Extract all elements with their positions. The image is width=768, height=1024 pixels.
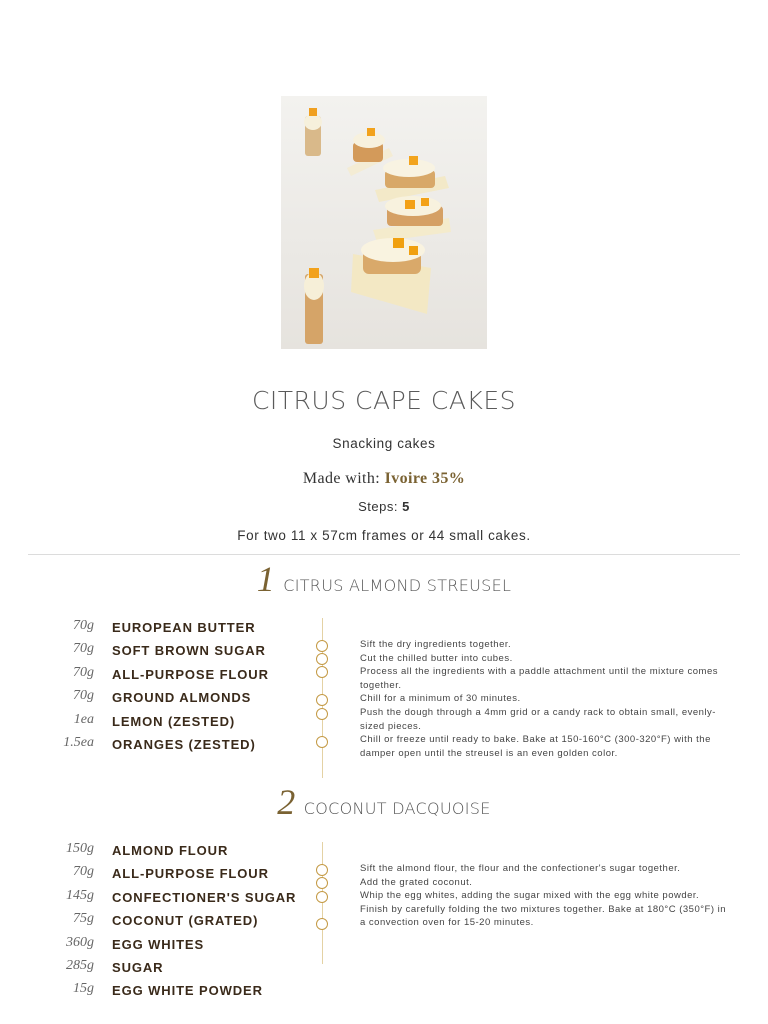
- ingredient-row: [0, 841, 300, 864]
- ingredient-list: [0, 841, 300, 1005]
- divider: [28, 554, 740, 555]
- ingredient-row: [0, 981, 300, 1004]
- ingredient-qty: 1.5ea: [63, 734, 94, 750]
- method-step: Sift the almond flour, the flour and the confectioner's sugar together.: [360, 863, 681, 874]
- step-marker-icon: [316, 918, 328, 930]
- ingredient-row: [0, 958, 300, 981]
- ingredient-name: ALL-PURPOSE FLOUR: [112, 866, 269, 882]
- ingredient-qty: 145g: [66, 887, 94, 903]
- ingredient-qty: 360g: [66, 934, 94, 950]
- method-step: Finish by carefully folding the two mixtures together. Bake at 180°C (350°F) in a convection oven for 15-20 minutes.: [360, 903, 727, 929]
- method-step: Cut the chilled butter into cubes.: [360, 652, 513, 664]
- step-marker-icon: [316, 877, 328, 889]
- ingredient-qty: 70g: [73, 864, 94, 880]
- ingredient-row: [0, 641, 300, 664]
- ingredient-name: CONFECTIONER'S SUGAR: [112, 889, 297, 905]
- ingredient-list: [0, 618, 300, 758]
- timeline-line: [322, 842, 323, 964]
- step-marker-icon: [316, 640, 328, 652]
- step-marker-icon: [316, 891, 328, 903]
- ingredient-row: [0, 911, 300, 934]
- ingredient-name: COCONUT (GRATED): [112, 913, 259, 929]
- made-with-line: [0, 470, 768, 488]
- ingredient-name: ORANGES (ZESTED): [112, 736, 256, 752]
- step-marker-icon: [316, 694, 328, 706]
- ingredient-qty: 15g: [73, 981, 94, 997]
- ingredient-row: [0, 864, 300, 887]
- ingredient-qty: 1ea: [73, 711, 94, 727]
- method-step: Push the dough through a 4mm grid or a candy rack to obtain small, evenly-sized pieces.: [360, 706, 716, 732]
- section-heading: [0, 558, 768, 600]
- ingredient-name: LEMON (ZESTED): [112, 713, 236, 729]
- ingredient-qty: 75g: [73, 911, 94, 927]
- ingredient-name: EUROPEAN BUTTER: [112, 620, 256, 635]
- section-number: 2: [277, 782, 296, 822]
- section-title: CITRUS ALMOND STREUSEL: [283, 576, 512, 595]
- section-heading: [0, 781, 768, 823]
- ingredient-row: [0, 888, 300, 911]
- step-marker-icon: [316, 864, 328, 876]
- section-title: COCONUT DACQUOISE: [303, 799, 491, 818]
- method-step: Add the grated coconut.: [360, 876, 473, 888]
- method-step: Sift the dry ingredients together.: [360, 639, 512, 650]
- ingredient-qty: 70g: [73, 618, 94, 633]
- ingredient-name: GROUND ALMONDS: [112, 690, 252, 706]
- recipe-title: CITRUS CAPE CAKES: [251, 386, 517, 415]
- method-steps: [360, 862, 732, 930]
- ingredient-qty: 70g: [73, 664, 94, 680]
- steps-count: 5: [402, 499, 410, 514]
- method-step: Process all the ingredients with a paddle attachment until the mixture comes together.: [360, 666, 718, 691]
- ingredient-name: SUGAR: [112, 959, 164, 975]
- ingredient-qty: 150g: [66, 841, 94, 856]
- step-marker-icon: [316, 708, 328, 720]
- section-number: 1: [256, 559, 275, 599]
- steps-line: [0, 499, 768, 514]
- ingredient-qty: 70g: [73, 641, 94, 657]
- ingredient-row: [0, 712, 300, 735]
- method-step: Chill or freeze until ready to bake. Bake at 150-160°C (300-320°F) with the damper open until the streusel is an even golden color.: [360, 734, 711, 759]
- ingredient-name: EGG WHITES: [112, 936, 205, 952]
- ingredient-qty: 285g: [66, 957, 94, 973]
- ingredient-row: [0, 665, 300, 688]
- ingredient-name: ALL-PURPOSE FLOUR: [112, 666, 269, 682]
- ingredient-row: [0, 688, 300, 711]
- step-marker-icon: [316, 666, 328, 678]
- step-marker-icon: [316, 736, 328, 748]
- method-step: Whip the egg whites, adding the sugar mixed with the egg white powder.: [360, 890, 700, 902]
- steps-label: Steps:: [358, 499, 398, 514]
- ingredient-row: [0, 935, 300, 958]
- ingredient-name: SOFT BROWN SUGAR: [112, 643, 266, 659]
- ingredient-name: ALMOND FLOUR: [112, 843, 229, 858]
- ingredient-name: EGG WHITE POWDER: [112, 983, 263, 999]
- ingredient-row: [0, 618, 300, 641]
- method-steps: [360, 638, 732, 760]
- recipe-subtitle: Snacking cakes: [332, 436, 436, 451]
- step-marker-icon: [316, 653, 328, 665]
- made-with-label: Made with:: [302, 470, 381, 487]
- recipe-yield: For two 11 x 57cm frames or 44 small cakes.: [237, 528, 531, 543]
- ingredient-qty: 70g: [73, 688, 94, 704]
- method-step: Chill for a minimum of 30 minutes.: [360, 693, 521, 705]
- chocolate-link[interactable]: Ivoire 35%: [384, 470, 466, 487]
- recipe-photo: [281, 96, 487, 349]
- ingredient-row: [0, 735, 300, 758]
